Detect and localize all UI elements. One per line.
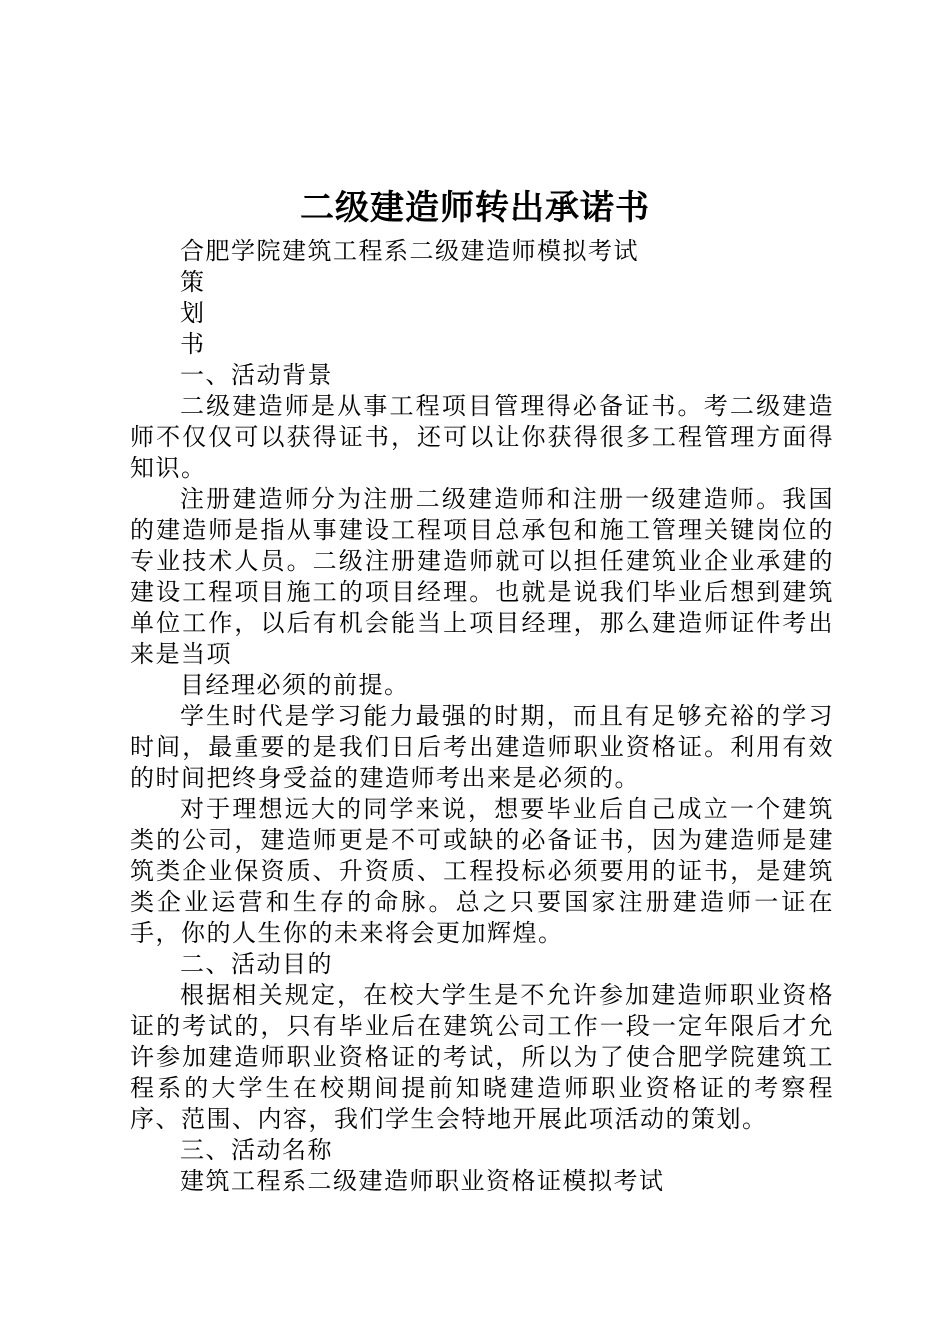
document-body	[130, 236, 834, 1197]
paragraph-background-2: 注册建造师分为注册二级建造师和注册一级建造师。我国的建造师是指从事建设工程项目总承包和施工管理关键岗位的专业技术人员。二级注册建造师就可以担任建筑业企业承建的建设工程项目施工的项目经理。也就是说我们毕业后想到建筑单位工作，以后有机会能当上项目经理，那么建造师证件考出来是当项	[130, 485, 834, 668]
section-heading-name: 三、活动名称	[180, 1136, 333, 1164]
paragraph-background-2-cont: 目经理必须的前提。	[180, 671, 410, 699]
subtitle-line: 合肥学院建筑工程系二级建造师模拟考试	[180, 237, 639, 265]
document-title: 二级建造师转出承诺书	[300, 188, 650, 228]
paragraph-background-4: 对于理想远大的同学来说，想要毕业后自己成立一个建筑类的公司，建造师更是不可或缺的必备证书，因为建造师是建筑类企业保资质、升资质、工程投标必须要用的证书，是建筑类企业运营和生存的命脉。总之只要国家注册建造师一证在手，你的人生你的未来将会更加辉煌。	[130, 795, 834, 947]
paragraph-background-1: 二级建造师是从事工程项目管理得必备证书。考二级建造师不仅仅可以获得证书，还可以让你获得很多工程管理方面得知识。	[130, 392, 834, 482]
section-heading-purpose: 二、活动目的	[180, 950, 333, 978]
subtitle-char-shu: 书	[180, 330, 206, 358]
section-heading-background: 一、活动背景	[180, 361, 333, 389]
paragraph-purpose: 根据相关规定，在校大学生是不允许参加建造师职业资格证的考试的，只有毕业后在建筑公司工作一段一定年限后才允许参加建造师职业资格证的考试，所以为了使合肥学院建筑工程系的大学生在校期间提前知晓建造师职业资格证的考察程序、范围、内容，我们学生会特地开展此项活动的策划。	[130, 981, 834, 1133]
subtitle-char-ce: 策	[180, 268, 206, 296]
paragraph-background-3: 学生时代是学习能力最强的时期，而且有足够充裕的学习时间，最重要的是我们日后考出建造师职业资格证。利用有效的时间把终身受益的建造师考出来是必须的。	[130, 702, 834, 792]
paragraph-activity-name: 建筑工程系二级建造师职业资格证模拟考试	[180, 1167, 665, 1195]
subtitle-char-hua: 划	[180, 299, 206, 327]
